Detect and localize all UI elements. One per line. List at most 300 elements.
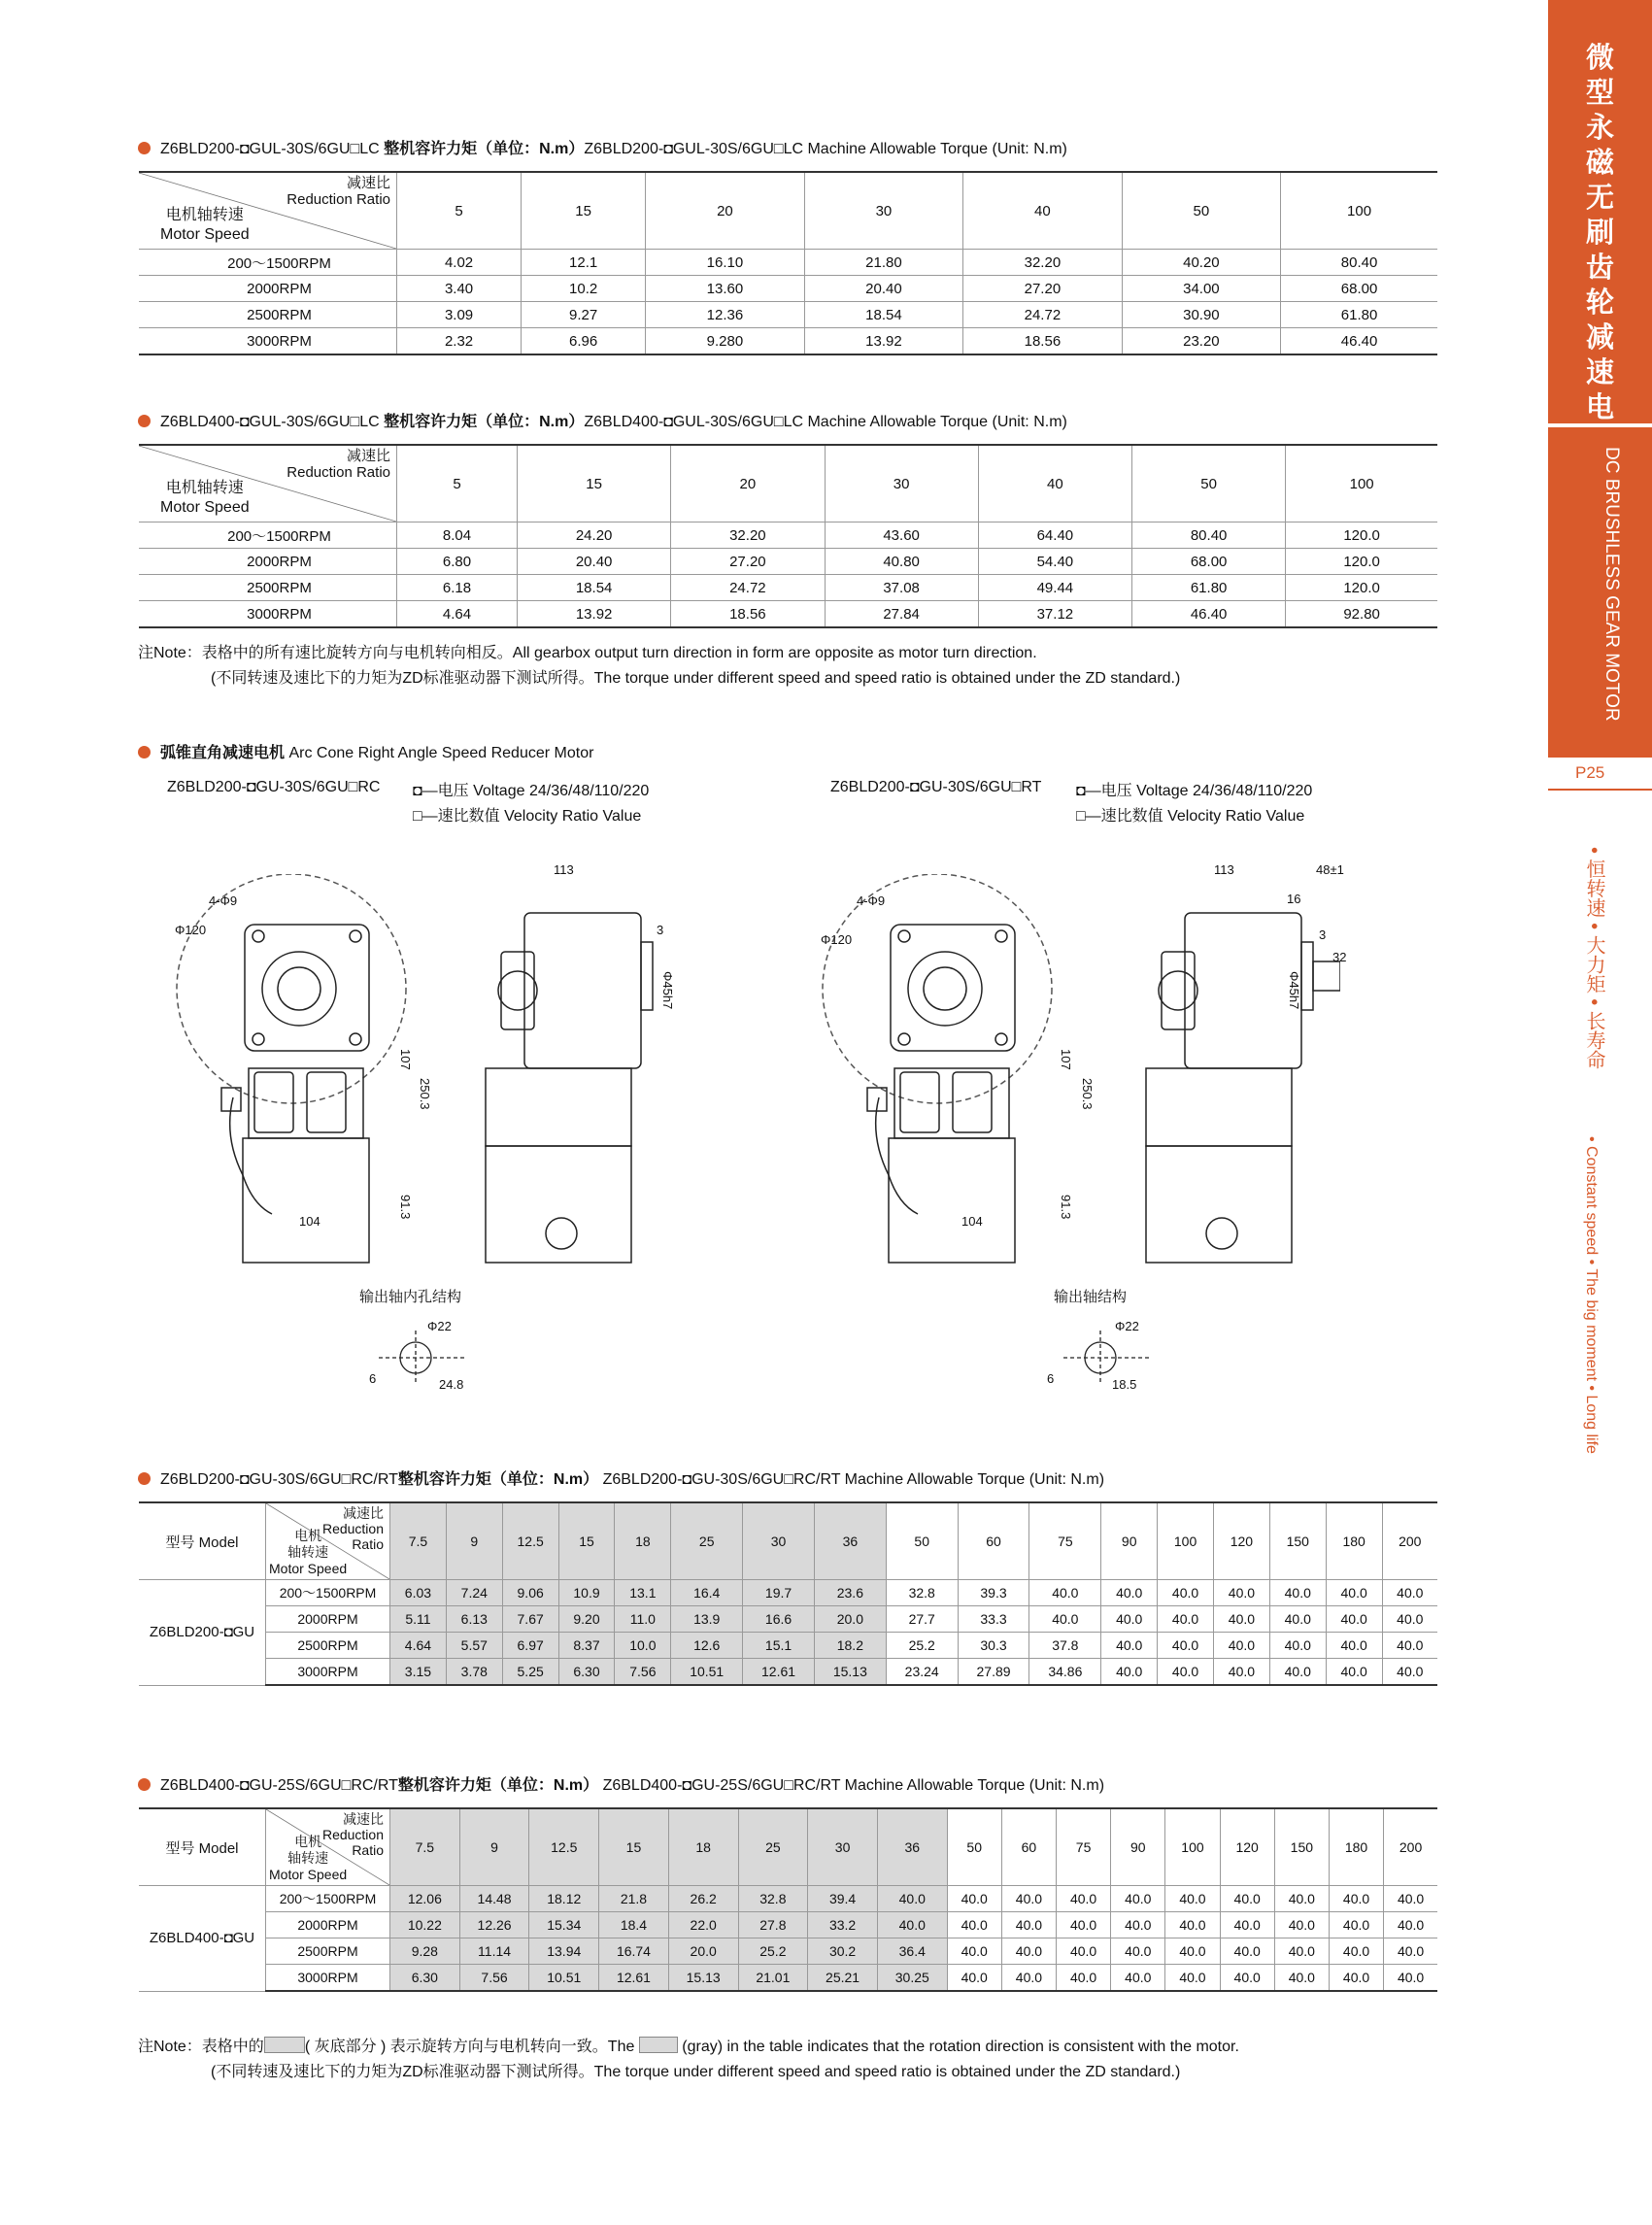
value-cell: 10.51 xyxy=(529,1965,599,1992)
value-cell: 40.0 xyxy=(1326,1659,1382,1686)
section4-torque-table xyxy=(139,1501,1437,1686)
ratio-header-cell: 25 xyxy=(738,1808,808,1886)
header-speed-cn-2: 轴转速 xyxy=(287,1544,329,1560)
model-header-cell: 型号 Model xyxy=(139,1502,266,1580)
filled-box-icon: ◘ xyxy=(223,1930,233,1947)
value-cell: 10.51 xyxy=(671,1659,743,1686)
value-cell: 21.8 xyxy=(599,1886,669,1912)
empty-box-icon: □ xyxy=(341,1471,352,1488)
bullet-icon xyxy=(138,415,151,427)
model-cell xyxy=(139,1580,266,1686)
ratio-header-cell: 30 xyxy=(743,1502,815,1580)
dim-phi45: Φ45h7 xyxy=(660,971,675,1010)
value-cell: 13.92 xyxy=(518,601,671,628)
ratio-header-cell: 15 xyxy=(599,1808,669,1886)
speed-cell: 2000RPM xyxy=(139,276,397,302)
value-cell: 24.20 xyxy=(518,523,671,549)
value-cell: 40.0 xyxy=(1101,1659,1158,1686)
table-row xyxy=(139,1912,1437,1938)
value-cell: 18.54 xyxy=(518,575,671,601)
value-cell: 30.90 xyxy=(1122,302,1280,328)
value-cell: 25.2 xyxy=(738,1938,808,1965)
value-cell: 80.40 xyxy=(1132,523,1286,549)
empty-box-icon: □ xyxy=(784,1471,793,1488)
value-cell: 40.0 xyxy=(1101,1633,1158,1659)
table-row xyxy=(139,328,1437,355)
dim-107: 107 xyxy=(398,1049,413,1070)
header-ratio-label xyxy=(287,175,390,208)
dim-16: 16 xyxy=(1287,892,1301,906)
value-cell: 40.0 xyxy=(877,1886,947,1912)
section2-torque-table xyxy=(139,444,1437,628)
value-cell: 40.0 xyxy=(1001,1912,1056,1938)
value-cell: 5.57 xyxy=(446,1633,502,1659)
value-cell: 40.0 xyxy=(1382,1606,1437,1633)
value-cell: 18.12 xyxy=(529,1886,599,1912)
value-cell: 9.28 xyxy=(390,1938,460,1965)
header-ratio-label xyxy=(287,448,390,481)
value-cell: 18.2 xyxy=(814,1633,886,1659)
value-cell: 40.0 xyxy=(1326,1606,1382,1633)
value-cell: 18.54 xyxy=(804,302,962,328)
header-speed-en: Motor Speed xyxy=(269,1867,348,1882)
value-cell: 13.1 xyxy=(615,1580,671,1606)
value-cell: 40.20 xyxy=(1122,250,1280,276)
value-cell: 46.40 xyxy=(1281,328,1437,355)
ratio-header-cell: 150 xyxy=(1274,1808,1329,1886)
filled-box-icon: ◘ xyxy=(223,1624,233,1641)
empty-box-icon: □ xyxy=(784,1777,793,1794)
speed-cell: 2000RPM xyxy=(139,549,397,575)
table-header-row xyxy=(139,172,1437,250)
bullet-icon xyxy=(138,142,151,154)
value-cell: 3.78 xyxy=(446,1659,502,1686)
header-speed-en: Motor Speed xyxy=(160,499,250,516)
header-speed-en: Motor Speed xyxy=(269,1561,348,1576)
page-number: P25 xyxy=(1575,763,1605,782)
dim-104-right: 104 xyxy=(961,1214,983,1229)
filled-box-icon: ◘ xyxy=(239,1777,250,1794)
table-row xyxy=(139,1965,1437,1992)
ratio-header-cell: 40 xyxy=(978,445,1131,523)
dim-91-right: 91.3 xyxy=(1059,1195,1073,1220)
bullet-icon xyxy=(138,746,151,759)
right-model-label: Z6BLD200-◘GU-30S/6GU□RT xyxy=(830,779,1042,795)
value-cell: 40.0 xyxy=(1326,1633,1382,1659)
header-speed-cn: 电机轴转速 xyxy=(165,480,244,496)
header-speed-en: Motor Speed xyxy=(160,226,250,243)
dim-107-right: 107 xyxy=(1059,1049,1073,1070)
value-cell: 3.09 xyxy=(397,302,522,328)
bullet-icon xyxy=(138,1778,151,1791)
value-cell: 36.4 xyxy=(877,1938,947,1965)
filled-box-icon: ◘ xyxy=(239,414,250,430)
ratio-header-cell: 50 xyxy=(947,1808,1001,1886)
value-cell: 10.2 xyxy=(522,276,646,302)
value-cell: 40.0 xyxy=(1384,1965,1437,1992)
filled-box-icon: ◘ xyxy=(663,414,673,430)
value-cell: 40.0 xyxy=(1329,1965,1383,1992)
section5-torque-table xyxy=(139,1807,1437,1992)
value-cell: 30.2 xyxy=(808,1938,878,1965)
value-cell: 40.0 xyxy=(1384,1912,1437,1938)
value-cell: 9.280 xyxy=(646,328,804,355)
value-cell: 20.40 xyxy=(804,276,962,302)
value-cell: 9.27 xyxy=(522,302,646,328)
value-cell: 120.0 xyxy=(1286,549,1437,575)
value-cell: 120.0 xyxy=(1286,575,1437,601)
header-ratio-en-1: Reduction xyxy=(321,1521,384,1536)
right-side-view-drawing xyxy=(1127,874,1340,1282)
value-cell: 23.24 xyxy=(886,1659,958,1686)
value-cell: 27.8 xyxy=(738,1912,808,1938)
value-cell: 8.37 xyxy=(558,1633,615,1659)
value-cell: 16.10 xyxy=(646,250,804,276)
value-cell: 15.13 xyxy=(668,1965,738,1992)
value-cell: 14.48 xyxy=(459,1886,529,1912)
value-cell: 6.96 xyxy=(522,328,646,355)
gray-swatch-icon xyxy=(264,2037,305,2053)
header-speed-label xyxy=(160,479,250,518)
ratio-header-cell: 20 xyxy=(671,445,825,523)
value-cell: 40.0 xyxy=(1274,1938,1329,1965)
value-cell: 27.89 xyxy=(958,1659,1029,1686)
ratio-header-cell: 100 xyxy=(1165,1808,1220,1886)
ratio-header-cell: 100 xyxy=(1286,445,1437,523)
empty-box-icon: □ xyxy=(1076,808,1086,825)
header-diagonal-cell xyxy=(139,172,397,250)
dim-32: 32 xyxy=(1332,950,1347,964)
ratio-header-cell: 15 xyxy=(558,1502,615,1580)
value-cell: 33.3 xyxy=(958,1606,1029,1633)
value-cell: 13.92 xyxy=(804,328,962,355)
value-cell: 40.0 xyxy=(1029,1606,1101,1633)
value-cell: 7.56 xyxy=(459,1965,529,1992)
ratio-header-cell: 18 xyxy=(668,1808,738,1886)
header-diagonal-cell xyxy=(266,1502,390,1580)
dim-104: 104 xyxy=(299,1214,320,1229)
filled-box-icon: ◘ xyxy=(246,779,256,795)
section2-title: Z6BLD400-◘GUL-30S/6GU□LC 整机容许力矩（单位：N.m）Z6BLD400-◘GUL-30S/6GU□LC Machine Allowable Torque (Unit: N.m) xyxy=(138,409,1067,431)
value-cell: 3.40 xyxy=(397,276,522,302)
dim-phi22-left: Φ22 xyxy=(427,1319,452,1333)
value-cell: 40.0 xyxy=(1165,1912,1220,1938)
value-cell: 40.0 xyxy=(1213,1606,1269,1633)
ratio-header-cell: 150 xyxy=(1269,1502,1326,1580)
value-cell: 54.40 xyxy=(978,549,1131,575)
value-cell: 40.0 xyxy=(1329,1912,1383,1938)
value-cell: 10.9 xyxy=(558,1580,615,1606)
value-cell: 6.13 xyxy=(446,1606,502,1633)
value-cell: 40.0 xyxy=(1057,1965,1111,1992)
dim-phi22-right: Φ22 xyxy=(1115,1319,1139,1333)
ratio-header-cell: 5 xyxy=(397,172,522,250)
dim-48: 48±1 xyxy=(1316,862,1344,877)
value-cell: 40.0 xyxy=(1274,1912,1329,1938)
dim-phi120-right: Φ120 xyxy=(821,932,853,947)
value-cell: 27.20 xyxy=(671,549,825,575)
value-cell: 13.9 xyxy=(671,1606,743,1633)
value-cell: 16.6 xyxy=(743,1606,815,1633)
value-cell: 12.61 xyxy=(743,1659,815,1686)
value-cell: 22.0 xyxy=(668,1912,738,1938)
right-caption: 输出轴结构 xyxy=(1054,1289,1128,1305)
section3-title: 弧锥直角减速电机 Arc Cone Right Angle Speed Reducer Motor xyxy=(138,740,593,762)
ratio-header-cell: 15 xyxy=(518,445,671,523)
value-cell: 64.40 xyxy=(978,523,1131,549)
empty-box-icon: □ xyxy=(773,414,784,430)
value-cell: 7.56 xyxy=(615,1659,671,1686)
value-cell: 23.20 xyxy=(1122,328,1280,355)
ratio-header-cell: 30 xyxy=(825,445,978,523)
value-cell: 4.02 xyxy=(397,250,522,276)
value-cell: 68.00 xyxy=(1281,276,1437,302)
value-cell: 40.0 xyxy=(947,1965,1001,1992)
value-cell: 40.0 xyxy=(1057,1886,1111,1912)
dim-3: 3 xyxy=(657,923,664,937)
section1-title: Z6BLD200-◘GUL-30S/6GU□LC 整机容许力矩（单位：N.m）Z6BLD200-◘GUL-30S/6GU□LC Machine Allowable Torque (Unit: N.m) xyxy=(138,136,1067,158)
header-ratio-en-1: Reduction xyxy=(321,1827,384,1842)
ratio-header-cell: 60 xyxy=(958,1502,1029,1580)
ratio-header-cell: 50 xyxy=(886,1502,958,1580)
ratio-header-cell: 120 xyxy=(1220,1808,1274,1886)
dim-113: 113 xyxy=(554,862,574,877)
value-cell: 16.74 xyxy=(599,1938,669,1965)
speed-cell: 2500RPM xyxy=(266,1633,390,1659)
speed-cell: 3000RPM xyxy=(139,601,397,628)
value-cell: 40.0 xyxy=(1057,1912,1111,1938)
value-cell: 40.0 xyxy=(1111,1886,1165,1912)
value-cell: 3.15 xyxy=(390,1659,447,1686)
header-diagonal-cell xyxy=(266,1808,390,1886)
value-cell: 37.12 xyxy=(978,601,1131,628)
value-cell: 18.56 xyxy=(963,328,1122,355)
sidebar-slogan-en: • Constant speed • The big moment • Long life xyxy=(1583,1136,1600,1454)
value-cell: 40.0 xyxy=(1274,1886,1329,1912)
value-cell: 40.0 xyxy=(1269,1633,1326,1659)
value-cell: 40.0 xyxy=(947,1912,1001,1938)
value-cell: 33.2 xyxy=(808,1912,878,1938)
model-suffix: GU xyxy=(232,1930,255,1947)
filled-box-icon: ◘ xyxy=(239,141,250,157)
ratio-header-cell: 7.5 xyxy=(390,1808,460,1886)
ratio-header-cell: 12.5 xyxy=(502,1502,558,1580)
value-cell: 43.60 xyxy=(825,523,978,549)
value-cell: 7.67 xyxy=(502,1606,558,1633)
value-cell: 32.20 xyxy=(963,250,1122,276)
speed-cell: 2000RPM xyxy=(266,1606,390,1633)
model-suffix: GU xyxy=(232,1624,255,1641)
ratio-header-cell: 180 xyxy=(1329,1808,1383,1886)
value-cell: 15.1 xyxy=(743,1633,815,1659)
ratio-header-cell: 200 xyxy=(1382,1502,1437,1580)
header-ratio-en-2: Ratio xyxy=(352,1536,384,1552)
dim-24-8: 24.8 xyxy=(439,1377,464,1392)
ratio-header-cell: 75 xyxy=(1057,1808,1111,1886)
value-cell: 4.64 xyxy=(390,1633,447,1659)
value-cell: 27.20 xyxy=(963,276,1122,302)
value-cell: 6.18 xyxy=(397,575,518,601)
value-cell: 24.72 xyxy=(963,302,1122,328)
value-cell: 12.1 xyxy=(522,250,646,276)
dim-3-right: 3 xyxy=(1319,927,1327,942)
value-cell: 40.0 xyxy=(1001,1886,1056,1912)
value-cell: 5.11 xyxy=(390,1606,447,1633)
section5-title: Z6BLD400-◘GU-25S/6GU□RC/RT整机容许力矩（单位：N.m） Z6BLD400-◘GU-25S/6GU□RC/RT Machine Allowable Torque (Unit: N.m) xyxy=(138,1772,1104,1795)
ratio-header-cell: 36 xyxy=(877,1808,947,1886)
ratio-header-cell: 180 xyxy=(1326,1502,1382,1580)
speed-cell: 200～1500RPM xyxy=(139,250,397,276)
value-cell: 68.00 xyxy=(1132,549,1286,575)
value-cell: 40.0 xyxy=(1165,1965,1220,1992)
table-row xyxy=(139,549,1437,575)
ratio-header-cell: 18 xyxy=(615,1502,671,1580)
value-cell: 40.0 xyxy=(1165,1886,1220,1912)
table-row xyxy=(139,523,1437,549)
ratio-header-cell: 200 xyxy=(1384,1808,1437,1886)
filled-box-icon: ◘ xyxy=(682,1471,692,1488)
dim-250-right: 250.3 xyxy=(1080,1078,1095,1110)
value-cell: 37.08 xyxy=(825,575,978,601)
empty-box-icon: □ xyxy=(350,141,360,157)
value-cell: 21.01 xyxy=(738,1965,808,1992)
header-ratio-cn: 减速比 xyxy=(346,448,390,464)
value-cell: 12.06 xyxy=(390,1886,460,1912)
value-cell: 40.80 xyxy=(825,549,978,575)
value-cell: 40.0 xyxy=(1384,1886,1437,1912)
value-cell: 39.3 xyxy=(958,1580,1029,1606)
sidebar-title-cn: 微 型 永 磁 无 刷 齿 轮 减 速 电 xyxy=(1585,43,1614,423)
value-cell: 21.80 xyxy=(804,250,962,276)
value-cell: 20.0 xyxy=(668,1938,738,1965)
header-diagonal-cell xyxy=(139,445,397,523)
dim-113-right: 113 xyxy=(1214,862,1234,877)
header-speed-label xyxy=(269,1834,347,1883)
table-row xyxy=(139,575,1437,601)
value-cell: 32.8 xyxy=(738,1886,808,1912)
filled-box-icon: ◘ xyxy=(413,783,422,799)
left-front-view-drawing xyxy=(175,874,408,1282)
value-cell: 16.4 xyxy=(671,1580,743,1606)
value-cell: 40.0 xyxy=(1274,1965,1329,1992)
speed-cell: 200～1500RPM xyxy=(139,523,397,549)
value-cell: 40.0 xyxy=(1382,1580,1437,1606)
value-cell: 40.0 xyxy=(1269,1659,1326,1686)
ratio-header-cell: 7.5 xyxy=(390,1502,447,1580)
table-row xyxy=(139,250,1437,276)
value-cell: 18.56 xyxy=(671,601,825,628)
value-cell: 6.30 xyxy=(558,1659,615,1686)
table-row xyxy=(139,1886,1437,1912)
value-cell: 12.26 xyxy=(459,1912,529,1938)
header-ratio-cn: 减速比 xyxy=(343,1811,384,1827)
value-cell: 13.60 xyxy=(646,276,804,302)
ratio-header-cell: 75 xyxy=(1029,1502,1101,1580)
ratio-header-cell: 100 xyxy=(1281,172,1437,250)
value-cell: 6.03 xyxy=(390,1580,447,1606)
header-ratio-en-2: Ratio xyxy=(352,1842,384,1858)
value-cell: 40.0 xyxy=(1111,1965,1165,1992)
value-cell: 30.25 xyxy=(877,1965,947,1992)
value-cell: 40.0 xyxy=(1269,1580,1326,1606)
left-model-label: Z6BLD200-◘GU-30S/6GU□RC xyxy=(167,779,381,795)
ratio-header-cell: 100 xyxy=(1158,1502,1214,1580)
speed-cell: 2500RPM xyxy=(139,302,397,328)
value-cell: 40.0 xyxy=(1158,1606,1214,1633)
speed-cell: 2000RPM xyxy=(266,1912,390,1938)
table-row xyxy=(139,601,1437,628)
header-ratio-cn: 减速比 xyxy=(343,1505,384,1521)
model-header-cell: 型号 Model xyxy=(139,1808,266,1886)
ratio-header-cell: 120 xyxy=(1213,1502,1269,1580)
value-cell: 80.40 xyxy=(1281,250,1437,276)
value-cell: 92.80 xyxy=(1286,601,1437,628)
speed-cell: 3000RPM xyxy=(266,1659,390,1686)
ratio-header-cell: 5 xyxy=(397,445,518,523)
filled-box-icon: ◘ xyxy=(909,779,920,795)
empty-box-icon: □ xyxy=(773,141,784,157)
value-cell: 40.0 xyxy=(1057,1938,1111,1965)
value-cell: 40.0 xyxy=(1029,1580,1101,1606)
value-cell: 20.40 xyxy=(518,549,671,575)
value-cell: 6.80 xyxy=(397,549,518,575)
ratio-header-cell: 90 xyxy=(1111,1808,1165,1886)
value-cell: 15.34 xyxy=(529,1912,599,1938)
value-cell: 8.04 xyxy=(397,523,518,549)
value-cell: 9.20 xyxy=(558,1606,615,1633)
table-row xyxy=(139,1633,1437,1659)
note1-line2: (不同转速及速比下的力矩为ZD标准驱动器下测试所得。The torque under different speed and speed ratio is obtained under the ZD standard.) xyxy=(211,670,1181,687)
value-cell: 19.7 xyxy=(743,1580,815,1606)
value-cell: 40.0 xyxy=(1101,1580,1158,1606)
dim-4phi9-right: 4-Φ9 xyxy=(857,893,886,908)
empty-box-icon: □ xyxy=(350,414,360,430)
table-header-row xyxy=(139,1808,1437,1886)
value-cell: 10.22 xyxy=(390,1912,460,1938)
value-cell: 24.72 xyxy=(671,575,825,601)
note1 xyxy=(138,641,1180,691)
section1-torque-table xyxy=(139,171,1437,355)
sidebar-title-en: DC BRUSHLESS GEAR MOTOR xyxy=(1601,447,1622,722)
value-cell: 40.0 xyxy=(1213,1633,1269,1659)
gray-swatch-icon xyxy=(639,2037,678,2053)
value-cell: 40.0 xyxy=(1329,1938,1383,1965)
speed-cell: 2500RPM xyxy=(266,1938,390,1965)
filled-box-icon: ◘ xyxy=(1076,783,1086,799)
empty-box-icon: □ xyxy=(1011,779,1022,795)
speed-cell: 3000RPM xyxy=(266,1965,390,1992)
value-cell: 40.0 xyxy=(1220,1912,1274,1938)
value-cell: 13.94 xyxy=(529,1938,599,1965)
value-cell: 12.36 xyxy=(646,302,804,328)
value-cell: 25.2 xyxy=(886,1633,958,1659)
header-ratio-en: Reduction Ratio xyxy=(287,191,390,208)
note1-line1: 注Note：表格中的所有速比旋转方向与电机转向相反。All gearbox output turn direction in form are opposite as motor turn direction. xyxy=(138,645,1037,661)
sidebar-divider xyxy=(1548,789,1652,791)
table-row xyxy=(139,276,1437,302)
value-cell: 40.0 xyxy=(1329,1886,1383,1912)
ratio-header-cell: 20 xyxy=(646,172,804,250)
ratio-header-cell: 15 xyxy=(522,172,646,250)
empty-box-icon: □ xyxy=(413,808,422,825)
value-cell: 40.0 xyxy=(1158,1580,1214,1606)
value-cell: 32.8 xyxy=(886,1580,958,1606)
model-name: Z6BLD200- xyxy=(149,1624,224,1641)
value-cell: 39.4 xyxy=(808,1886,878,1912)
value-cell: 4.64 xyxy=(397,601,518,628)
value-cell: 10.0 xyxy=(615,1633,671,1659)
table-header-row xyxy=(139,445,1437,523)
